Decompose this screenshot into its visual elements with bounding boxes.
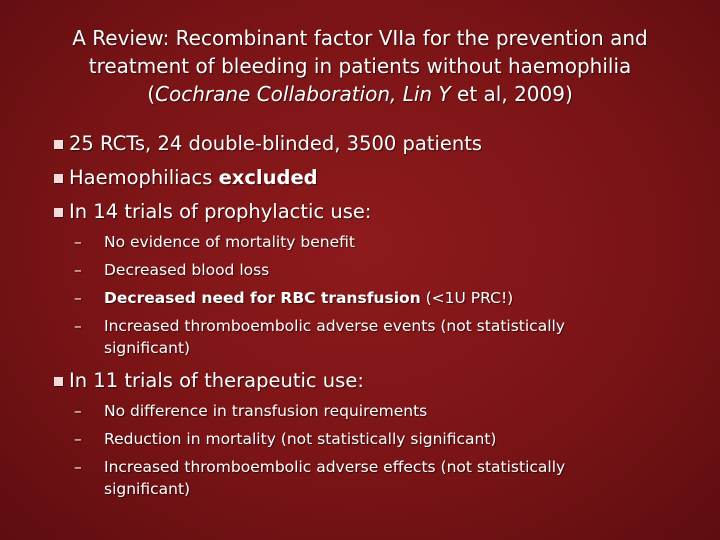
dash-icon: –	[74, 458, 82, 476]
sub-item-text	[104, 287, 634, 309]
sub-item-text	[104, 315, 634, 359]
dash-icon: –	[74, 233, 82, 251]
dash-icon: –	[74, 430, 82, 448]
sub-item-text-plain: (<1U PRC!)	[420, 289, 514, 307]
dash-icon: –	[74, 317, 82, 335]
bullet-text	[69, 165, 318, 191]
bullet-square-icon	[54, 377, 63, 386]
sub-item-line-2: significant)	[104, 480, 191, 498]
title-citation-italic: Cochrane Collaboration, Lin Y	[155, 82, 451, 106]
sub-item-line-1: Increased thromboembolic adverse events (not statistically	[104, 317, 565, 335]
title-line-2: treatment of bleeding in patients without haemophilia	[88, 54, 632, 78]
sub-item-text: No difference in transfusion requirements	[104, 402, 428, 420]
sub-item-text: Decreased blood loss	[104, 261, 270, 279]
bullet-square-icon	[54, 208, 63, 217]
sub-item-text-bold: Decreased need for RBC transfusion	[104, 289, 421, 307]
dash-icon: –	[74, 261, 82, 279]
bullet-text: In 11 trials of therapeutic use:	[69, 369, 364, 392]
dash-icon: –	[74, 289, 82, 307]
bullet-square-icon	[54, 140, 63, 149]
title-citation-rest: et al, 2009)	[450, 82, 573, 106]
sub-item-text	[104, 456, 634, 500]
bullet-text-plain: Haemophiliacs	[69, 166, 219, 189]
sub-item-text: Reduction in mortality (not statistically significant)	[104, 430, 497, 448]
bullet-text-bold: excluded	[218, 166, 318, 189]
sub-item-line-1: Increased thromboembolic adverse effects (not statistically	[104, 458, 566, 476]
sub-item-line-2: significant)	[104, 339, 191, 357]
bullet-text: In 14 trials of prophylactic use:	[69, 200, 372, 223]
bullet-text: 25 RCTs, 24 double-blinded, 3500 patients	[69, 132, 483, 155]
title-line-1: A Review: Recombinant factor VIIa for the prevention and	[72, 26, 648, 50]
dash-icon: –	[74, 402, 82, 420]
title-paren-open: (	[147, 82, 156, 106]
bullet-square-icon	[54, 174, 63, 183]
sub-item-text: No evidence of mortality benefit	[104, 233, 355, 251]
